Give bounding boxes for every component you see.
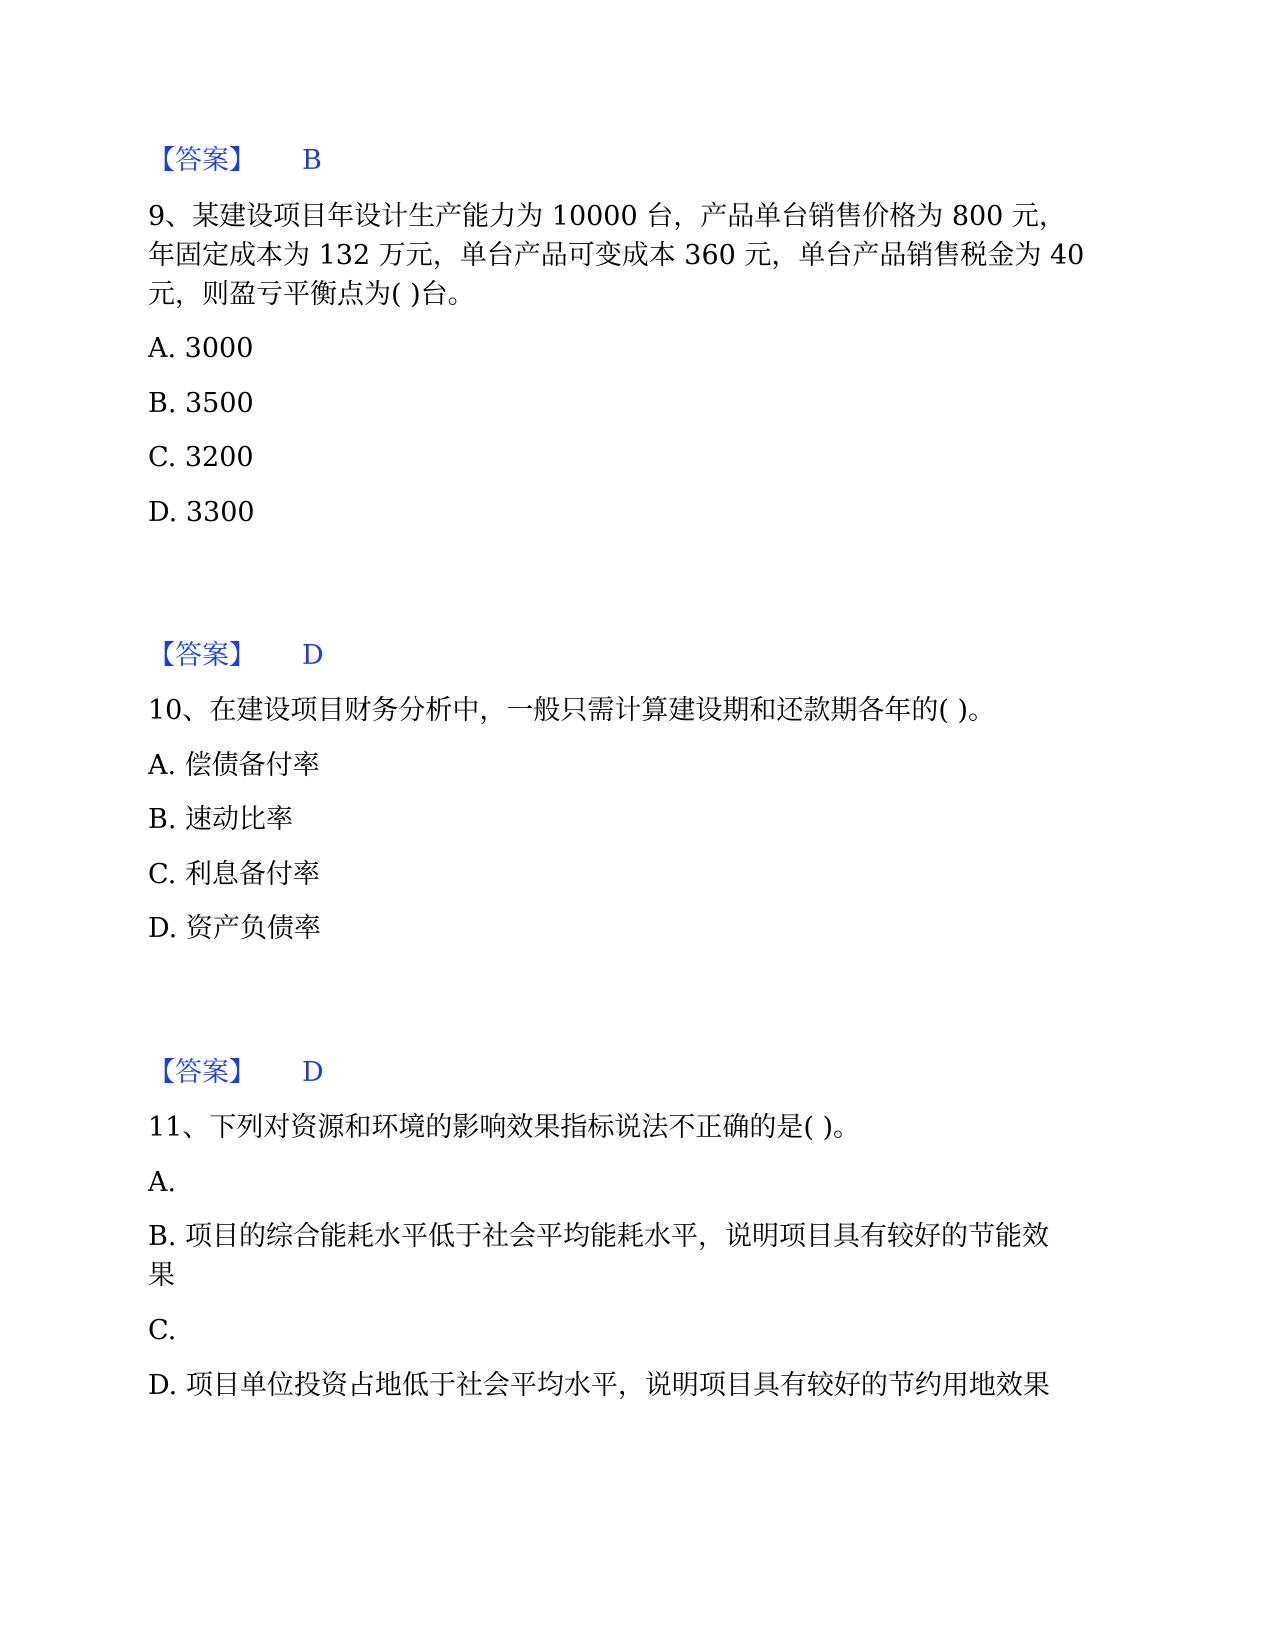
option-d: D. 3300	[148, 497, 255, 528]
question-9-line-3: 元，则盈亏平衡点为( )台。	[148, 279, 475, 310]
option-d: D. 项目单位投资占地低于社会平均水平，说明项目具有较好的节约用地效果	[148, 1370, 1050, 1401]
answer-line-3	[148, 1053, 324, 1093]
answer-label: 【答案】	[148, 640, 256, 671]
option-a: A. 3000	[148, 333, 254, 364]
option-c: C.	[148, 1315, 177, 1346]
answer-value: B	[302, 145, 322, 176]
option-a: A. 偿债备付率	[148, 750, 320, 781]
answer-label: 【答案】	[148, 1057, 256, 1088]
question-9-line-2: 年固定成本为 132 万元，单台产品可变成本 360 元，单台产品销售税金为 40	[148, 240, 1085, 271]
answer-value: D	[302, 640, 324, 671]
answer-line-2	[148, 636, 324, 676]
answer-value: D	[302, 1057, 324, 1088]
option-d: D. 资产负债率	[148, 913, 321, 944]
option-b: B. 3500	[148, 388, 254, 419]
answer-label: 【答案】	[148, 145, 256, 176]
question-9-line-1: 9、某建设项目年设计生产能力为 10000 台，产品单台销售价格为 800 元，	[148, 201, 1066, 232]
option-c: C. 利息备付率	[148, 859, 320, 890]
question-10-line-1: 10、在建设项目财务分析中，一般只需计算建设期和还款期各年的( )。	[148, 695, 996, 726]
question-11-line-1: 11、下列对资源和环境的影响效果指标说法不正确的是( )。	[148, 1112, 861, 1143]
option-c: C. 3200	[148, 442, 254, 473]
option-b-continued: 果	[148, 1260, 175, 1291]
option-b: B. 速动比率	[148, 804, 294, 835]
answer-line-1	[148, 141, 322, 181]
option-a: A.	[148, 1167, 177, 1198]
option-b: B. 项目的综合能耗水平低于社会平均能耗水平，说明项目具有较好的节能效	[148, 1221, 1050, 1252]
